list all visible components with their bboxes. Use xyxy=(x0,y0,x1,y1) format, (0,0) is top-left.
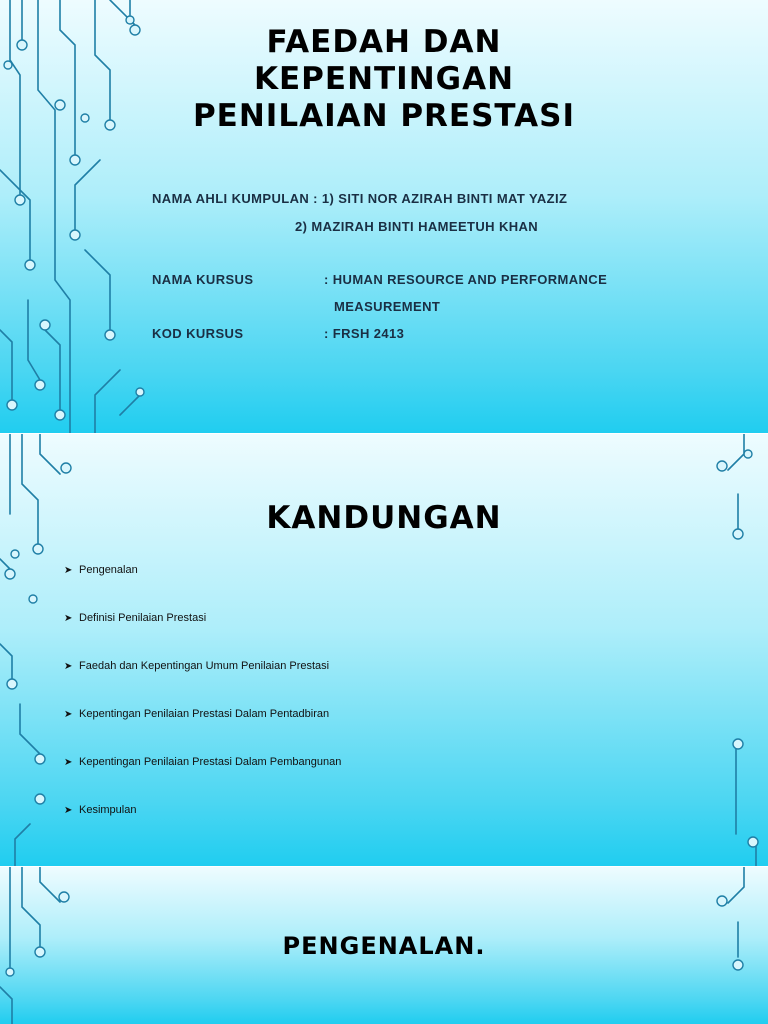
arrow-bullet-icon: ➤ xyxy=(64,805,73,816)
slide-contents xyxy=(0,434,768,866)
title-line-3: PENILAIAN PRESTASI xyxy=(192,98,576,134)
list-item xyxy=(64,564,138,576)
list-item xyxy=(64,660,329,672)
arrow-bullet-icon: ➤ xyxy=(64,613,73,624)
arrow-bullet-icon: ➤ xyxy=(64,565,73,576)
slide-title-heading xyxy=(0,24,768,135)
list-item-label: Definisi Penilaian Prestasi xyxy=(79,612,207,624)
list-item-label: Faedah dan Kepentingan Umum Penilaian Prestasi xyxy=(79,660,330,672)
list-item xyxy=(64,708,329,720)
code-label: KOD KURSUS xyxy=(152,326,244,341)
course-value-line-1: : HUMAN RESOURCE AND PERFORMANCE xyxy=(324,272,608,287)
list-item xyxy=(64,756,341,768)
arrow-bullet-icon: ➤ xyxy=(64,757,73,768)
course-value-line-2: MEASUREMENT xyxy=(334,299,441,314)
list-item-label: Kepentingan Penilaian Prestasi Dalam Pembangunan xyxy=(79,756,342,768)
arrow-bullet-icon: ➤ xyxy=(64,709,73,720)
group-members-line xyxy=(152,191,567,206)
list-item-label: Pengenalan xyxy=(79,564,138,576)
list-item xyxy=(64,804,136,816)
circuit-decoration-right xyxy=(708,434,768,866)
slide-title xyxy=(0,0,768,433)
title-line-2: KEPENTINGAN xyxy=(253,61,515,97)
slide-introduction xyxy=(0,867,768,1024)
introduction-heading: PENGENALAN. xyxy=(282,932,486,960)
arrow-bullet-icon: ➤ xyxy=(64,661,73,672)
member-2: 2) MAZIRAH BINTI HAMEETUH KHAN xyxy=(295,219,539,234)
list-item-label: Kesimpulan xyxy=(79,804,137,816)
member-1: 1) SITI NOR AZIRAH BINTI MAT YAZIZ xyxy=(321,191,568,206)
code-value: : FRSH 2413 xyxy=(324,326,405,341)
title-line-1: FAEDAH DAN xyxy=(266,24,502,60)
list-item-label: Kepentingan Penilaian Prestasi Dalam Pentadbiran xyxy=(79,708,330,720)
course-label: NAMA KURSUS xyxy=(152,272,254,287)
group-label: NAMA AHLI KUMPULAN : xyxy=(152,191,318,206)
list-item xyxy=(64,612,206,624)
contents-heading: KANDUNGAN xyxy=(266,500,502,536)
circuit-decoration-left xyxy=(0,434,80,866)
